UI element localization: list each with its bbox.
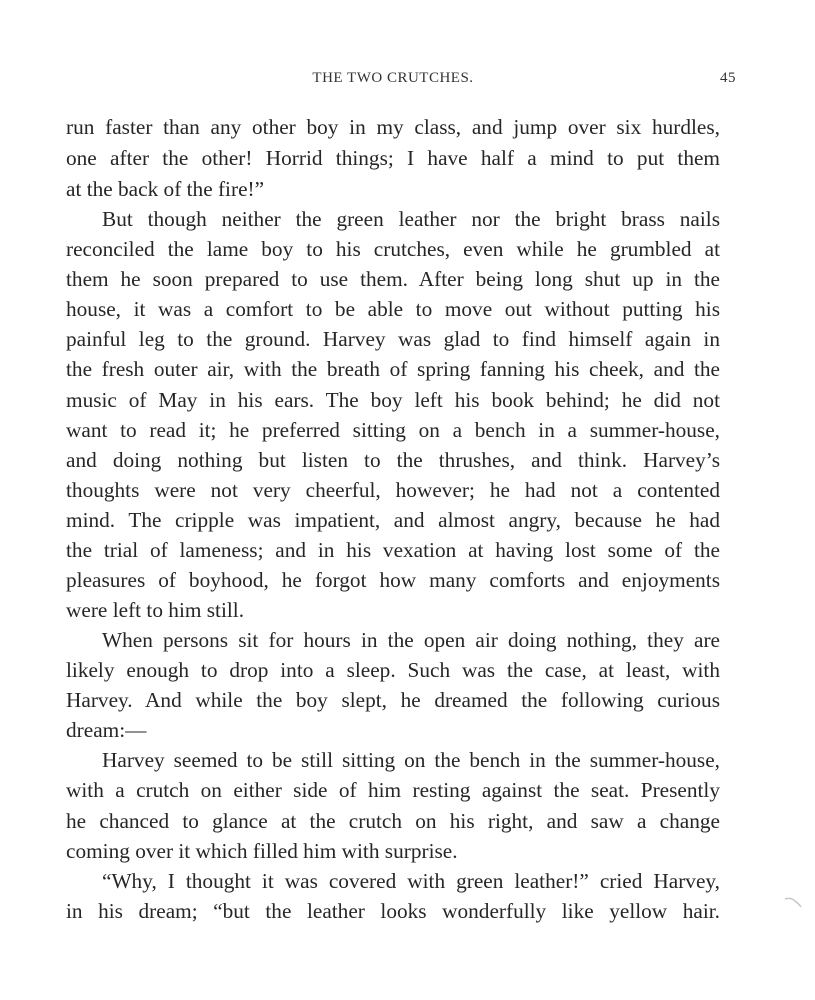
text-line: with a crutch on either side of him resting against the seat. Presently bbox=[66, 778, 720, 802]
text-line: the trial of lameness; and in his vexation at having lost some of the bbox=[66, 538, 720, 562]
text-line: want to read it; he preferred sitting on a bench in a summer-house, bbox=[66, 418, 720, 442]
paper-smudge bbox=[783, 895, 803, 909]
text-line: mind. The cripple was impatient, and almost angry, because he had bbox=[66, 508, 720, 532]
text-line: he chanced to glance at the crutch on his right, and saw a change bbox=[66, 809, 720, 833]
running-title: THE TWO CRUTCHES. bbox=[312, 70, 474, 86]
text-line: the fresh outer air, with the breath of spring fanning his cheek, and the bbox=[66, 357, 720, 381]
text-line: dream:— bbox=[66, 718, 147, 742]
running-head bbox=[66, 70, 736, 94]
text-line: likely enough to drop into a sleep. Such was the case, at least, with bbox=[66, 658, 720, 682]
text-line: them he soon prepared to use them. After being long shut up in the bbox=[66, 267, 720, 291]
text-line: run faster than any other boy in my class, and jump over six hurdles, bbox=[66, 115, 720, 139]
text-line: thoughts were not very cheerful, however; he had not a contented bbox=[66, 478, 720, 502]
text-line: coming over it which filled him with surprise. bbox=[66, 839, 458, 863]
text-line: house, it was a comfort to be able to move out without putting his bbox=[66, 297, 720, 321]
text-line: and doing nothing but listen to the thrushes, and think. Harvey’s bbox=[66, 448, 720, 472]
text-line: at the back of the fire!” bbox=[66, 177, 265, 201]
text-line: “Why, I thought it was covered with green leather!” cried Harvey, bbox=[102, 869, 720, 893]
text-line: were left to him still. bbox=[66, 598, 245, 622]
text-line: Harvey. And while the boy slept, he dreamed the following curious bbox=[66, 688, 720, 712]
text-line: music of May in his ears. The boy left his book behind; he did not bbox=[66, 388, 720, 412]
text-line: one after the other! Horrid things; I have half a mind to put them bbox=[66, 146, 720, 170]
text-line: When persons sit for hours in the open air doing nothing, they are bbox=[102, 628, 720, 652]
text-line: But though neither the green leather nor the bright brass nails bbox=[102, 207, 720, 231]
text-line: pleasures of boyhood, he forgot how many comforts and enjoyments bbox=[66, 568, 720, 592]
text-line: reconciled the lame boy to his crutches, even while he grumbled at bbox=[66, 237, 720, 261]
text-line: painful leg to the ground. Harvey was glad to find himself again in bbox=[66, 327, 720, 351]
page-number: 45 bbox=[720, 70, 736, 86]
text-line: in his dream; “but the leather looks wonderfully like yellow hair. bbox=[66, 899, 720, 923]
smudge-mark-icon bbox=[783, 895, 803, 909]
text-line: Harvey seemed to be still sitting on the bench in the summer-house, bbox=[102, 748, 720, 772]
